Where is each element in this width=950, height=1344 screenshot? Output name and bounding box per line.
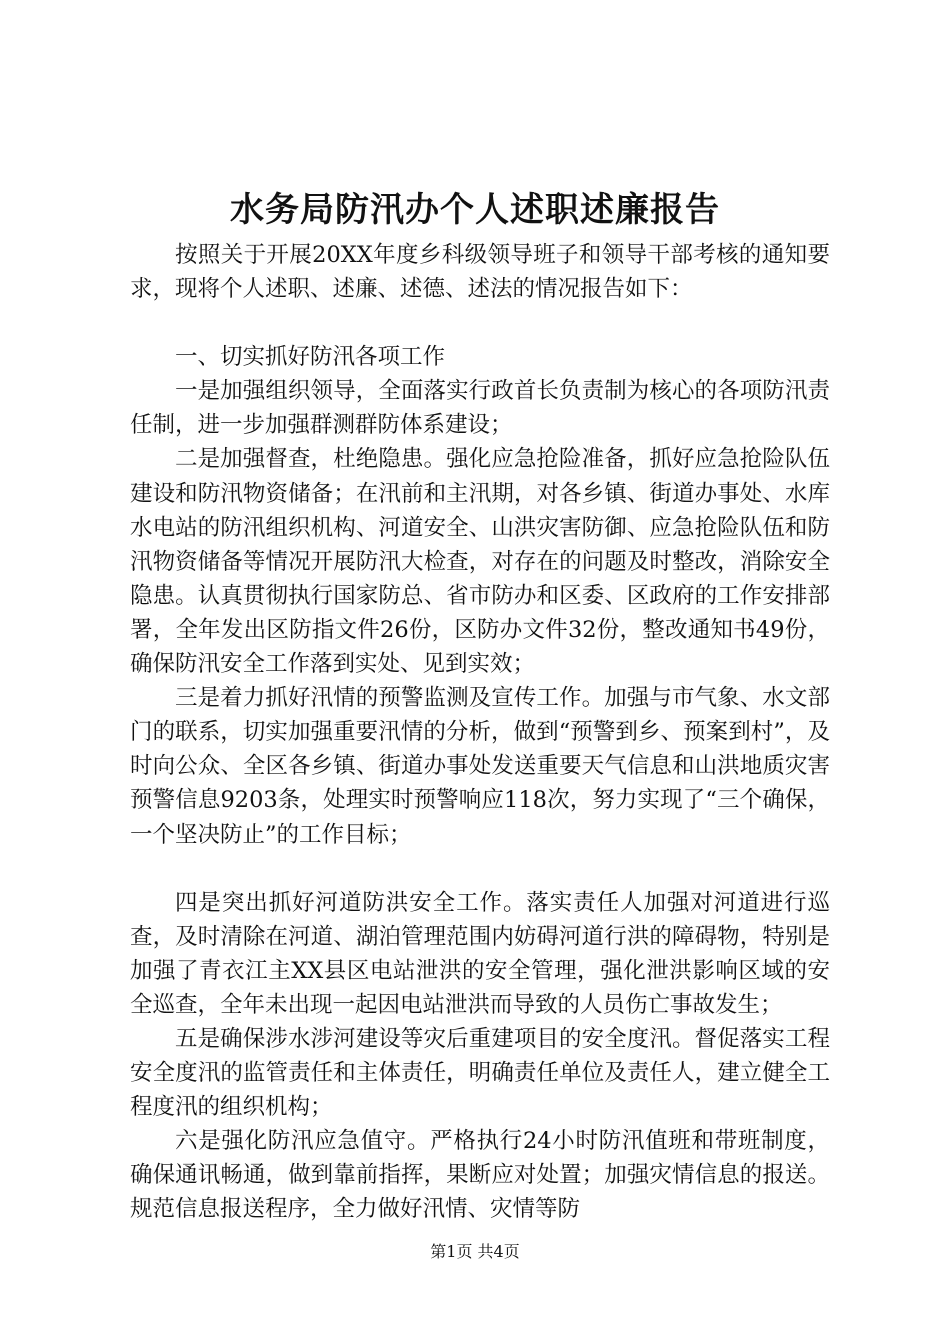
- spacer: [130, 306, 830, 340]
- document-body: [130, 238, 830, 1227]
- paragraph-5: 五是确保涉水涉河建设等灾后重建项目的安全度汛。督促落实工程安全度汛的监管责任和主体责任，明确责任单位及责任人，建立健全工程度汛的组织机构；: [130, 1025, 830, 1121]
- paragraph-1: 一是加强组织领导，全面落实行政首长负责制为核心的各项防汛责任制，进一步加强群测群防体系建设；: [130, 378, 830, 439]
- intro-paragraph: 按照关于开展20XX年度乡科级领导班子和领导干部考核的通知要求，现将个人述职、述廉、述德、述法的情况报告如下：: [130, 242, 830, 303]
- document-title: 水务局防汛办个人述职述廉报告: [230, 190, 720, 230]
- paragraph-6: 六是强化防汛应急值守。严格执行24小时防汛值班和带班制度，确保通讯畅通，做到靠前指挥，果断应对处置；加强灾情信息的报送。规范信息报送程序，全力做好汛情、灾情等防: [130, 1128, 830, 1223]
- section-heading: 一、切实抓好防汛各项工作: [175, 344, 446, 371]
- spacer: [130, 852, 830, 886]
- paragraph-4: 四是突出抓好河道防洪安全工作。落实责任人加强对河道进行巡查，及时清除在河道、湖泊管理范围内妨碍河道行洪的障碍物，特别是加强了青衣江主XX县区电站泄洪的安全管理，强化泄洪影响区域的安全巡查，全年未出现一起因电站泄洪而导致的人员伤亡事故发生；: [130, 889, 830, 1018]
- paragraph-2: 二是加强督查，杜绝隐患。强化应急抢险准备，抓好应急抢险队伍建设和防汛物资储备；在汛前和主汛期，对各乡镇、街道办事处、水库水电站的防汛组织机构、河道安全、山洪灾害防御、应急抢险队伍和防汛物资储备等情况开展防汛大检查，对存在的问题及时整改，消除安全隐患。认真贯彻执行国家防总、省市防办和区委、区政府的工作安排部署，全年发出区防指文件26份，区防办文件32份，整改通知书49份，确保防汛安全工作落到实处、见到实效；: [130, 446, 830, 678]
- paragraph-3: 三是着力抓好汛情的预警监测及宣传工作。加强与市气象、水文部门的联系，切实加强重要汛情的分析，做到“预警到乡、预案到村”，及时向公众、全区各乡镇、街道办事处发送重要天气信息和山洪地质灾害预警信息9203条，处理实时预警响应118次，努力实现了“三个确保，一个坚决防止”的工作目标；: [130, 685, 830, 848]
- page-number: 第1页 共4页: [430, 1242, 520, 1261]
